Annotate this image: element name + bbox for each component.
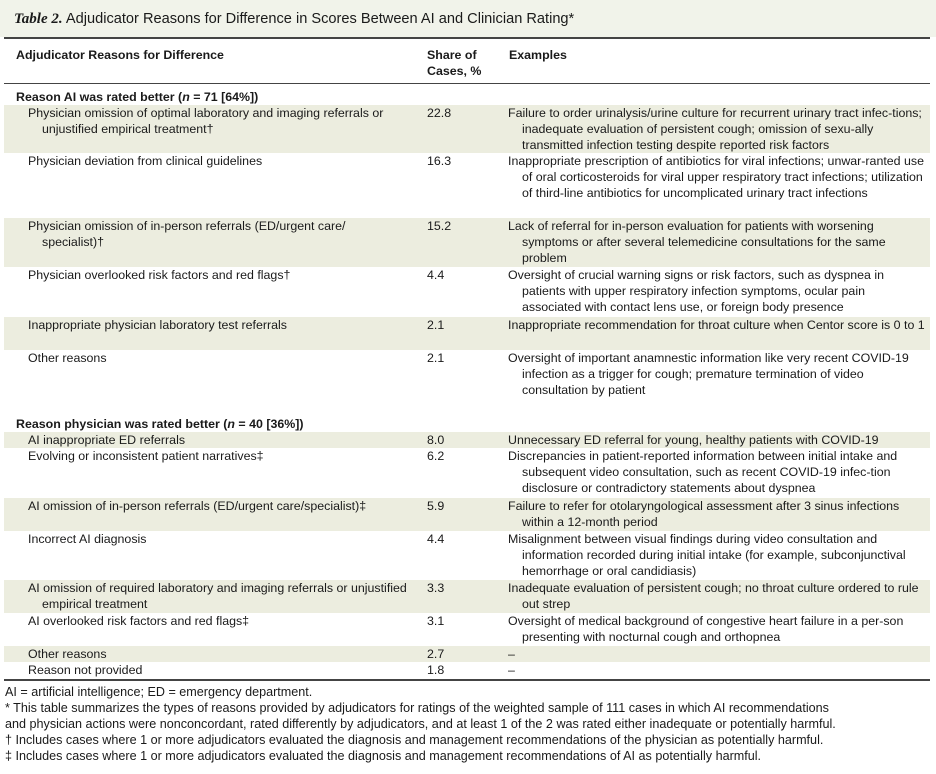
footnote-double-dagger: ‡ Includes cases where 1 or more adjudicators evaluated the diagnosis and management recommendations of AI as potentially harmful. — [5, 749, 762, 763]
row-reason: Physician omission of in-person referrals (ED/urgent care/ specialist)† — [28, 219, 346, 250]
row-reason: Other reasons — [28, 351, 107, 365]
row-example: Oversight of important anamnestic information like very recent COVID-19 infection as a trigger for cough; premature termination of video consultation by patient — [508, 351, 909, 398]
row-share: 4.4 — [427, 532, 445, 546]
row-reason: Inappropriate physician laboratory test referrals — [28, 318, 287, 332]
row-example: Inappropriate recommendation for throat culture when Centor score is 0 to 1 — [508, 318, 925, 332]
row-example: Lack of referral for in-person evaluation for patients with worsening symptoms or after several telemedicine consultations for the same problem — [508, 219, 886, 266]
table-footnotes — [5, 684, 931, 764]
row-reason: AI omission of in-person referrals (ED/urgent care/specialist)‡ — [28, 499, 367, 513]
table-row — [4, 153, 930, 218]
table-row — [4, 432, 930, 448]
row-share: 16.3 — [427, 154, 452, 168]
title-rule — [4, 37, 930, 39]
row-share: 3.3 — [427, 581, 445, 595]
table-row — [4, 267, 930, 317]
table-title: Adjudicator Reasons for Difference in Scores Between AI and Clinician Rating* — [65, 11, 575, 27]
row-reason: Physician deviation from clinical guidelines — [28, 154, 263, 168]
table-title-bar — [0, 0, 936, 37]
row-share: 3.1 — [427, 614, 445, 628]
row-share: 1.8 — [427, 663, 445, 677]
section-heading-ai: Reason AI was rated better (n = 71 [64%]) — [16, 90, 259, 104]
table-row — [4, 613, 930, 646]
row-example: Inadequate evaluation of persistent cough; no throat culture ordered to rule out strep — [508, 581, 919, 612]
row-example: Failure to refer for otolaryngological assessment after 3 sinus infections within a 12-month period — [508, 499, 900, 530]
table-row — [4, 498, 930, 531]
footnote-abbreviations: AI = artificial intelligence; ED = emergency department. — [5, 685, 313, 699]
row-share: 22.8 — [427, 106, 452, 120]
column-header-examples: Examples — [509, 48, 567, 62]
footnote-asterisk-cont: and physician actions were nonconcordant, rated differently by adjudicators, and at least 1 of the 2 was rated either inadequate or potentially harmful. — [5, 717, 836, 731]
row-share: 4.4 — [427, 268, 445, 282]
row-example: Failure to order urinalysis/urine culture for recurrent urinary tract infec-tions; inadequate evaluation of persistent cough; omission of sexu-ally transmitted infection testing despite reported risk factors — [508, 106, 922, 153]
table-row — [4, 531, 930, 580]
row-share: 8.0 — [427, 433, 445, 447]
row-reason: Physician overlooked risk factors and red flags† — [28, 268, 291, 282]
row-reason: AI inappropriate ED referrals — [28, 433, 186, 447]
row-example: Inappropriate prescription of antibiotics for viral infections; unwar-ranted use of oral corticosteroids for viral upper respiratory tract infections; utilization of third-line antibiotics for uncomplicated urinary tract infections — [508, 154, 924, 201]
row-share: 2.1 — [427, 318, 445, 332]
bottom-rule — [4, 679, 930, 681]
header-rule — [4, 83, 930, 84]
row-reason: Reason not provided — [28, 663, 143, 677]
table-row — [4, 105, 930, 153]
footnote-dagger: † Includes cases where 1 or more adjudicators evaluated the diagnosis and management recommendations of the physician as potentially harmful. — [5, 733, 824, 747]
row-share: 15.2 — [427, 219, 452, 233]
table-row — [4, 646, 930, 662]
row-example: Misalignment between visual findings during video consultation and information recorded during initial intake (for example, subconjunctival hemorrhage or oral candidiasis) — [508, 532, 906, 579]
row-example: – — [508, 663, 515, 677]
table-number: Table 2. — [14, 11, 63, 27]
row-example: Unnecessary ED referral for young, healthy patients with COVID-19 — [508, 433, 879, 447]
footnote-asterisk: * This table summarizes the types of reasons provided by adjudicators for ratings of the weighted sample of 111 cases in which AI recommendations — [5, 701, 829, 715]
column-header-share — [427, 47, 481, 79]
column-header-reason: Adjudicator Reasons for Difference — [16, 48, 224, 62]
row-example: Discrepancies in patient-reported information between initial intake and subsequent video consultation, such as recent COVID-19 infec-tion disclosure or contradictory statements about dyspnea — [508, 449, 898, 496]
row-reason: AI overlooked risk factors and red flags‡ — [28, 614, 250, 628]
row-share: 5.9 — [427, 499, 445, 513]
row-example: – — [508, 647, 515, 661]
row-share: 6.2 — [427, 449, 445, 463]
row-example: Oversight of crucial warning signs or risk factors, such as dyspnea in patients with upper respiratory infection symptoms, ocular pain associated with contact lens use, or foreign body presence — [508, 268, 885, 315]
table-row — [4, 350, 930, 400]
row-example: Oversight of medical background of congestive heart failure in a per-son presenting with nocturnal cough and orthopnea — [508, 614, 904, 645]
row-reason: Other reasons — [28, 647, 107, 661]
section-heading-physician: Reason physician was rated better (n = 40 [36%]) — [16, 417, 304, 431]
column-header-share-line1: Share of — [427, 48, 477, 62]
column-header-share-line2: Cases, % — [427, 64, 482, 78]
table-row — [4, 317, 930, 350]
table-row — [4, 662, 930, 678]
table-row — [4, 218, 930, 267]
row-share: 2.1 — [427, 351, 445, 365]
row-share: 2.7 — [427, 647, 445, 661]
table-row — [4, 448, 930, 498]
row-reason: Physician omission of optimal laboratory and imaging referrals or unjustified empirical treatment† — [28, 106, 384, 137]
table-row — [4, 580, 930, 613]
row-reason: Incorrect AI diagnosis — [28, 532, 147, 546]
row-reason: Evolving or inconsistent patient narratives‡ — [28, 449, 264, 463]
row-reason: AI omission of required laboratory and imaging referrals or unjustified empirical treatment — [28, 581, 407, 612]
